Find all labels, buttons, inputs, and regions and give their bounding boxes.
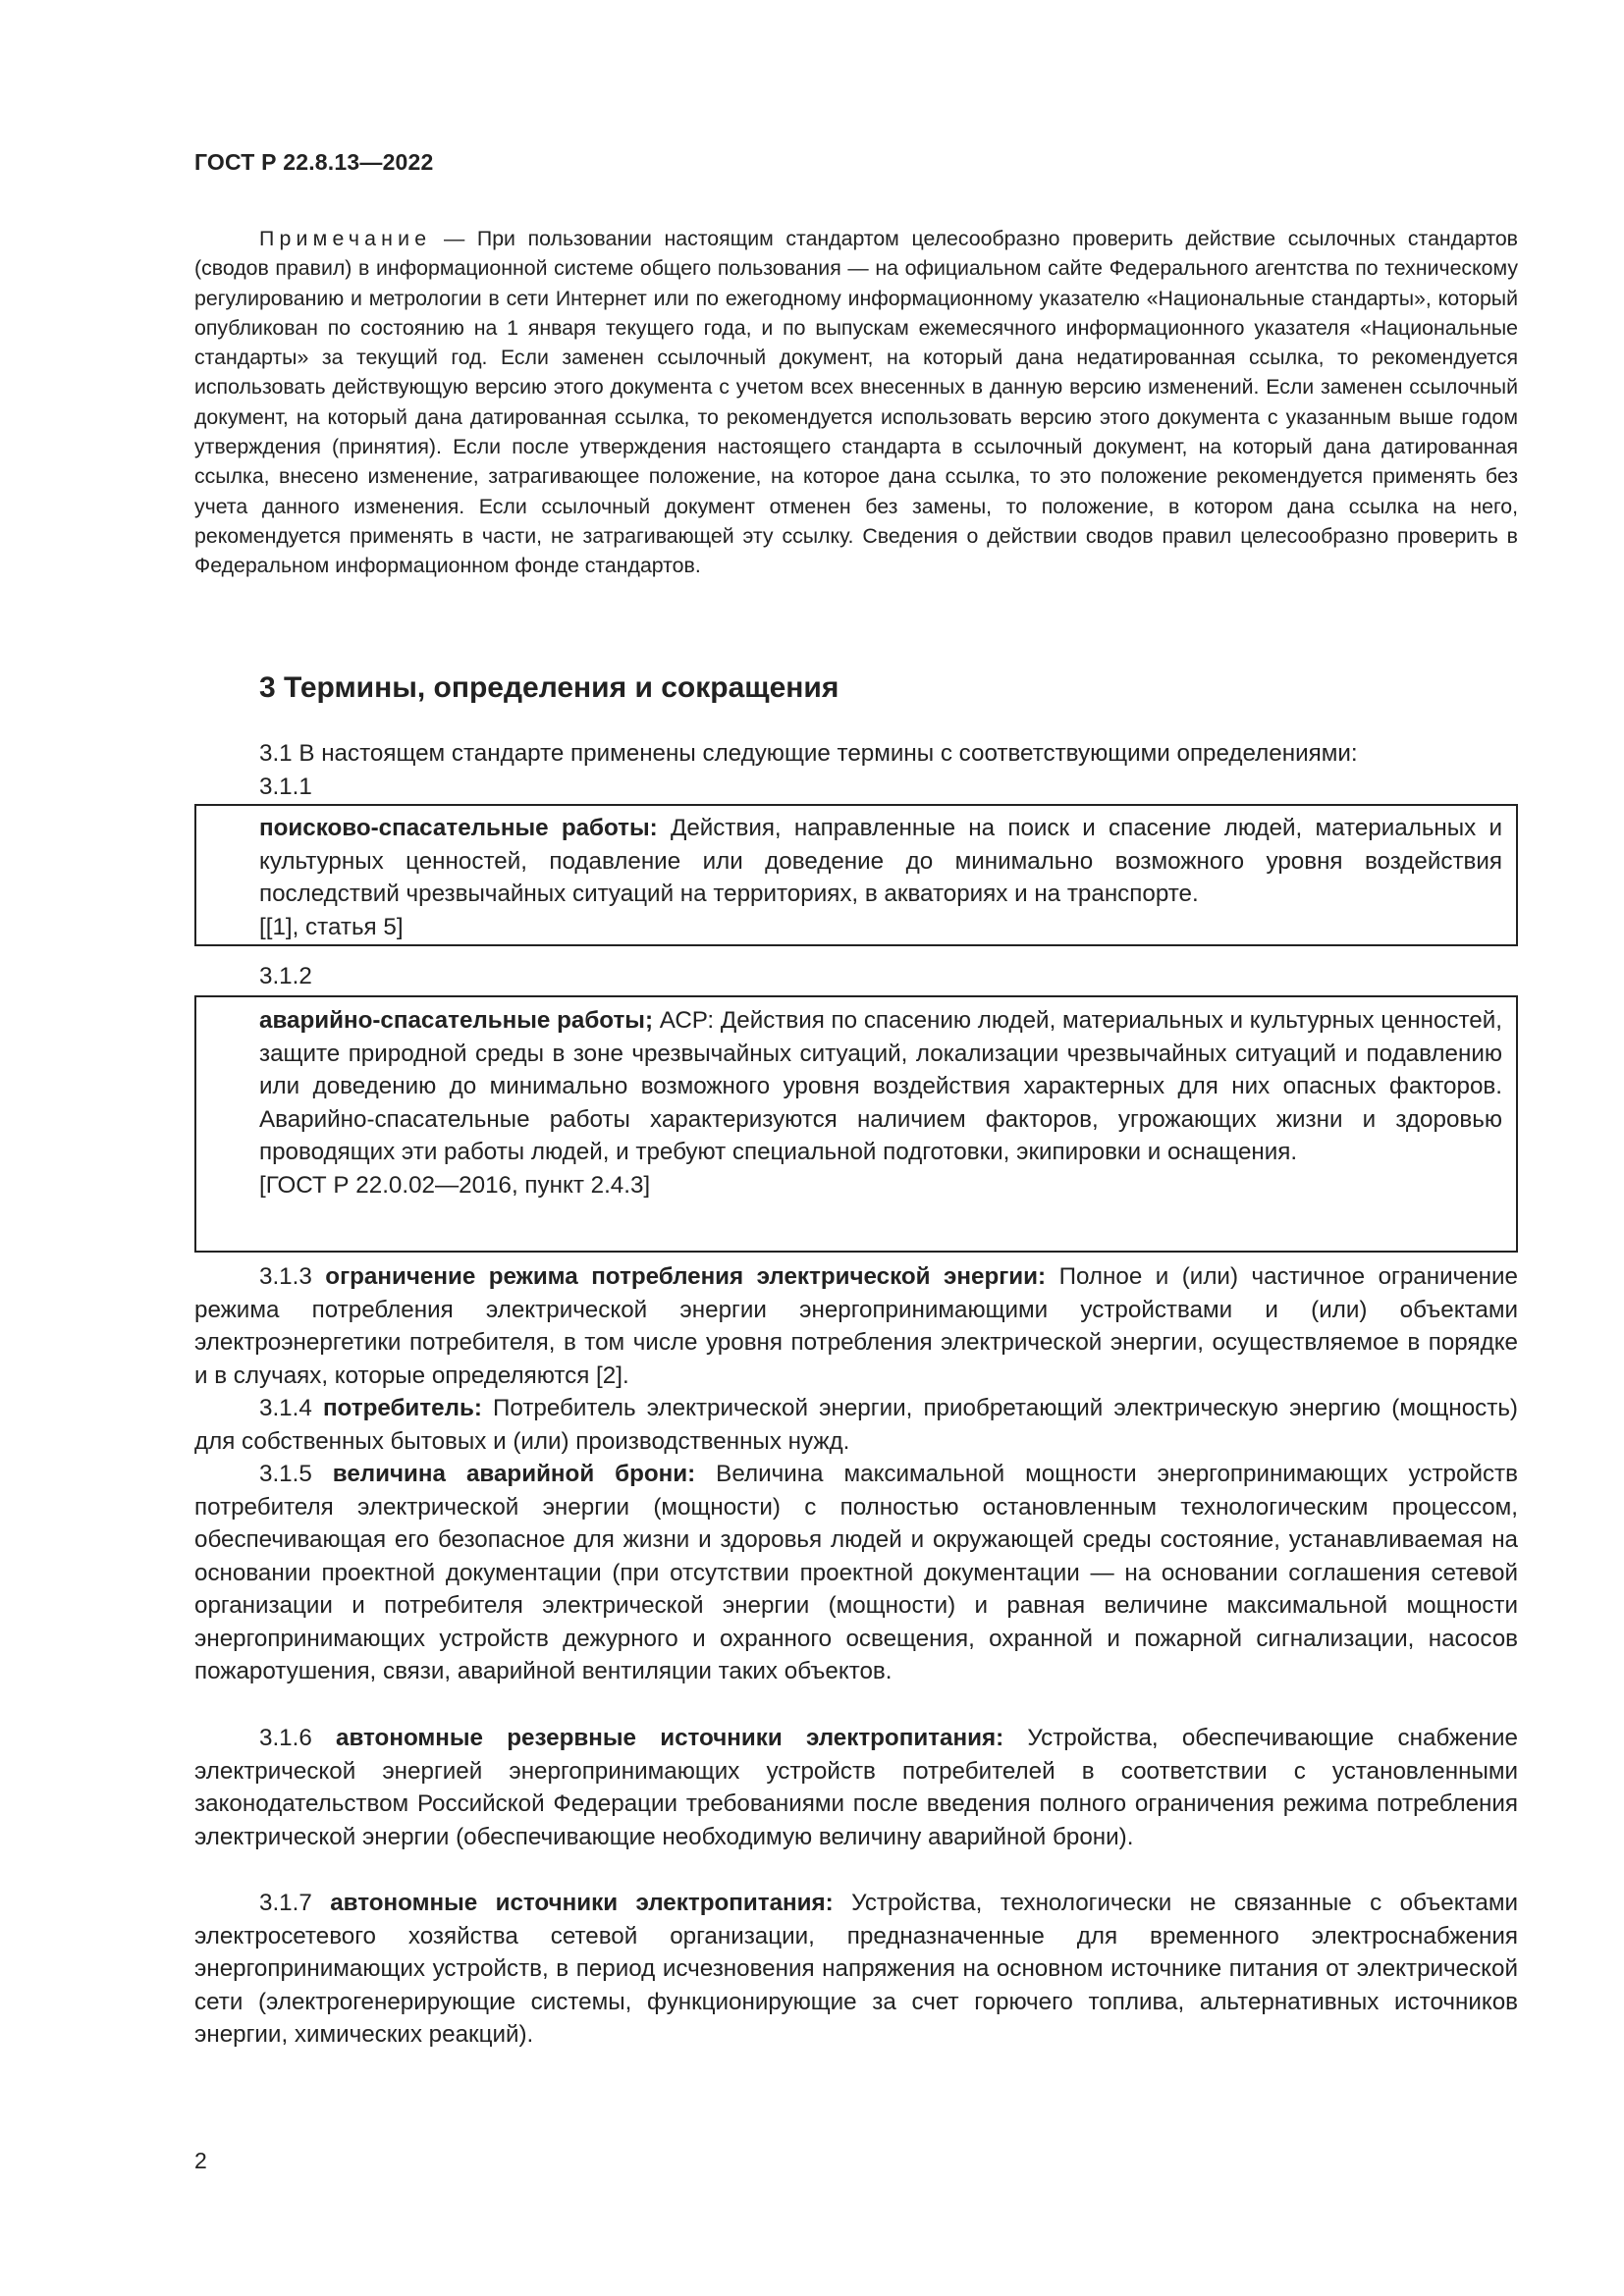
term-definition: Устройства, обеспечивающие снабжение электрической энергией энергопринимающих устройств потребителей в соответствии с установленными законодательством Российской Федерации требованиями после введения полного ограничения режима потребления электрической энергии (обеспечивающие необходимую величину аварийной брони). bbox=[194, 1725, 1518, 1850]
term-paragraph bbox=[194, 1260, 1518, 1392]
term-number: 3.1.1 bbox=[259, 774, 312, 800]
note-paragraph bbox=[194, 224, 1518, 581]
term-definition-box bbox=[194, 995, 1518, 1253]
term-definition-box bbox=[194, 804, 1518, 946]
term-definition: Потребитель электрической энергии, приобретающий электрическую энергию (мощность) для собственных бытовых и (или) производственных нужд. bbox=[194, 1395, 1518, 1455]
section-intro: 3.1 В настоящем стандарте применены следующие термины с соответствующими определениями: bbox=[259, 740, 1358, 767]
term-number: 3.1.5 bbox=[259, 1461, 312, 1487]
term-name: автономные резервные источники электропитания: bbox=[336, 1725, 1004, 1751]
term-name: величина аварийной брони: bbox=[332, 1461, 696, 1487]
term-source: [[1], статья 5] bbox=[259, 913, 404, 940]
term-definition: Действия, направленные на поиск и спасение людей, материальных и культурных ценностей, подавление или доведение до минимально возможного уровня воздействия последствий чрезвычайных ситуаций на территориях, в акваториях и на транспорте. bbox=[259, 815, 1502, 907]
term-number: 3.1.7 bbox=[259, 1890, 312, 1916]
term-source: [ГОСТ Р 22.0.02—2016, пункт 2.4.3] bbox=[259, 1171, 651, 1199]
term-name: аварийно-спасательные работы; bbox=[259, 1007, 653, 1034]
section-title: 3 Термины, определения и сокращения bbox=[259, 671, 839, 704]
term-paragraph bbox=[194, 1887, 1518, 2052]
term-number: 3.1.2 bbox=[259, 963, 312, 989]
document-header: ГОСТ Р 22.8.13—2022 bbox=[194, 149, 434, 175]
term-paragraph bbox=[194, 1458, 1518, 1688]
term-number: 3.1.3 bbox=[259, 1263, 312, 1290]
note-label: Примечание bbox=[259, 227, 432, 250]
term-definition: Величина максимальной мощности энергопринимающих устройств потребителя электрической энергии (мощности) с полностью остановленным технологическим процессом, обеспечивающая его безопасное для жизни и здоровья людей и окружающей среды состояние, устанавливаемая на основании проектной документации (при отсутствии проектной документации — на основании соглашения сетевой организации и потребителя электрической энергии (мощности) и равная величине максимальной мощности энергопринимающих устройств дежурного и охранного освещения, охранной и пожарной сигнализации, насосов пожаротушения, связи, аварийной вентиляции таких объектов. bbox=[194, 1461, 1518, 1684]
term-definition: Устройства, технологически не связанные с объектами электросетевого хозяйства сетевой организации, предназначенные для временного электроснабжения энергопринимающих устройств, в период исчезновения напряжения на основном источнике питания от электрической сети (электрогенерирующие системы, функционирующие за счет горючего топлива, альтернативных источников энергии, химических реакций). bbox=[194, 1890, 1518, 2048]
term-name: ограничение режима потребления электрической энергии: bbox=[325, 1263, 1047, 1290]
term-definition: Полное и (или) частичное ограничение режима потребления электрической энергии энергопринимающими устройствами и (или) объектами электроэнергетики потребителя, в том числе уровня потребления электрической энергии, осуществляемое в порядке и в случаях, которые определяются [2]. bbox=[194, 1263, 1518, 1389]
page-number: 2 bbox=[194, 2148, 207, 2173]
term-name: автономные источники электропитания: bbox=[330, 1890, 834, 1916]
term-definition: АСР: Действия по спасению людей, материальных и культурных ценностей, защите природной среды в зоне чрезвычайных ситуаций, локализации чрезвычайных ситуаций и подавлению или доведению до минимально возможного уровня воздействия характерных для них опасных факторов. Аварийно-спасательные работы характеризуются наличием факторов, угрожающих жизни и здоровью проводящих эти работы людей, и требуют специальной подготовки, экипировки и оснащения. bbox=[259, 1007, 1502, 1165]
term-name: потребитель: bbox=[322, 1395, 482, 1421]
term-paragraph bbox=[194, 1722, 1518, 1853]
term-name: поисково-спасательные работы: bbox=[259, 815, 658, 841]
term-number: 3.1.4 bbox=[259, 1395, 312, 1421]
note-text: — При пользовании настоящим стандартом целесообразно проверить действие ссылочных стандартов (сводов правил) в информационной системе общего пользования — на официальном сайте Федерального агентства по техническому регулированию и метрологии в сети Интернет или по ежегодному информационному указателю «Национальные стандарты», который опубликован по состоянию на 1 января текущего года, и по выпускам ежемесячного информационного указателя «Национальные стандарты» за текущий год. Если заменен ссылочный документ, на который дана недатированная ссылка, то рекомендуется использовать действующую версию этого документа с учетом всех внесенных в данную версию изменений. Если заменен ссылочный документ, на который дана датированная ссылка, то рекомендуется использовать версию этого документа с указанным выше годом утверждения (принятия). Если после утверждения настоящего стандарта в ссылочный документ, на который дана датированная ссылка, внесено изменение, затрагивающее положение, на которое дана ссылка, то это положение рекомендуется применять без учета данного изменения. Если ссылочный документ отменен без замены, то положение, в котором дана ссылка на него, рекомендуется применять в части, не затрагивающей эту ссылку. Сведения о действии сводов правил целесообразно проверить в Федеральном информационном фонде стандартов. bbox=[194, 227, 1518, 578]
term-number: 3.1.6 bbox=[259, 1725, 312, 1751]
term-paragraph bbox=[194, 1392, 1518, 1458]
